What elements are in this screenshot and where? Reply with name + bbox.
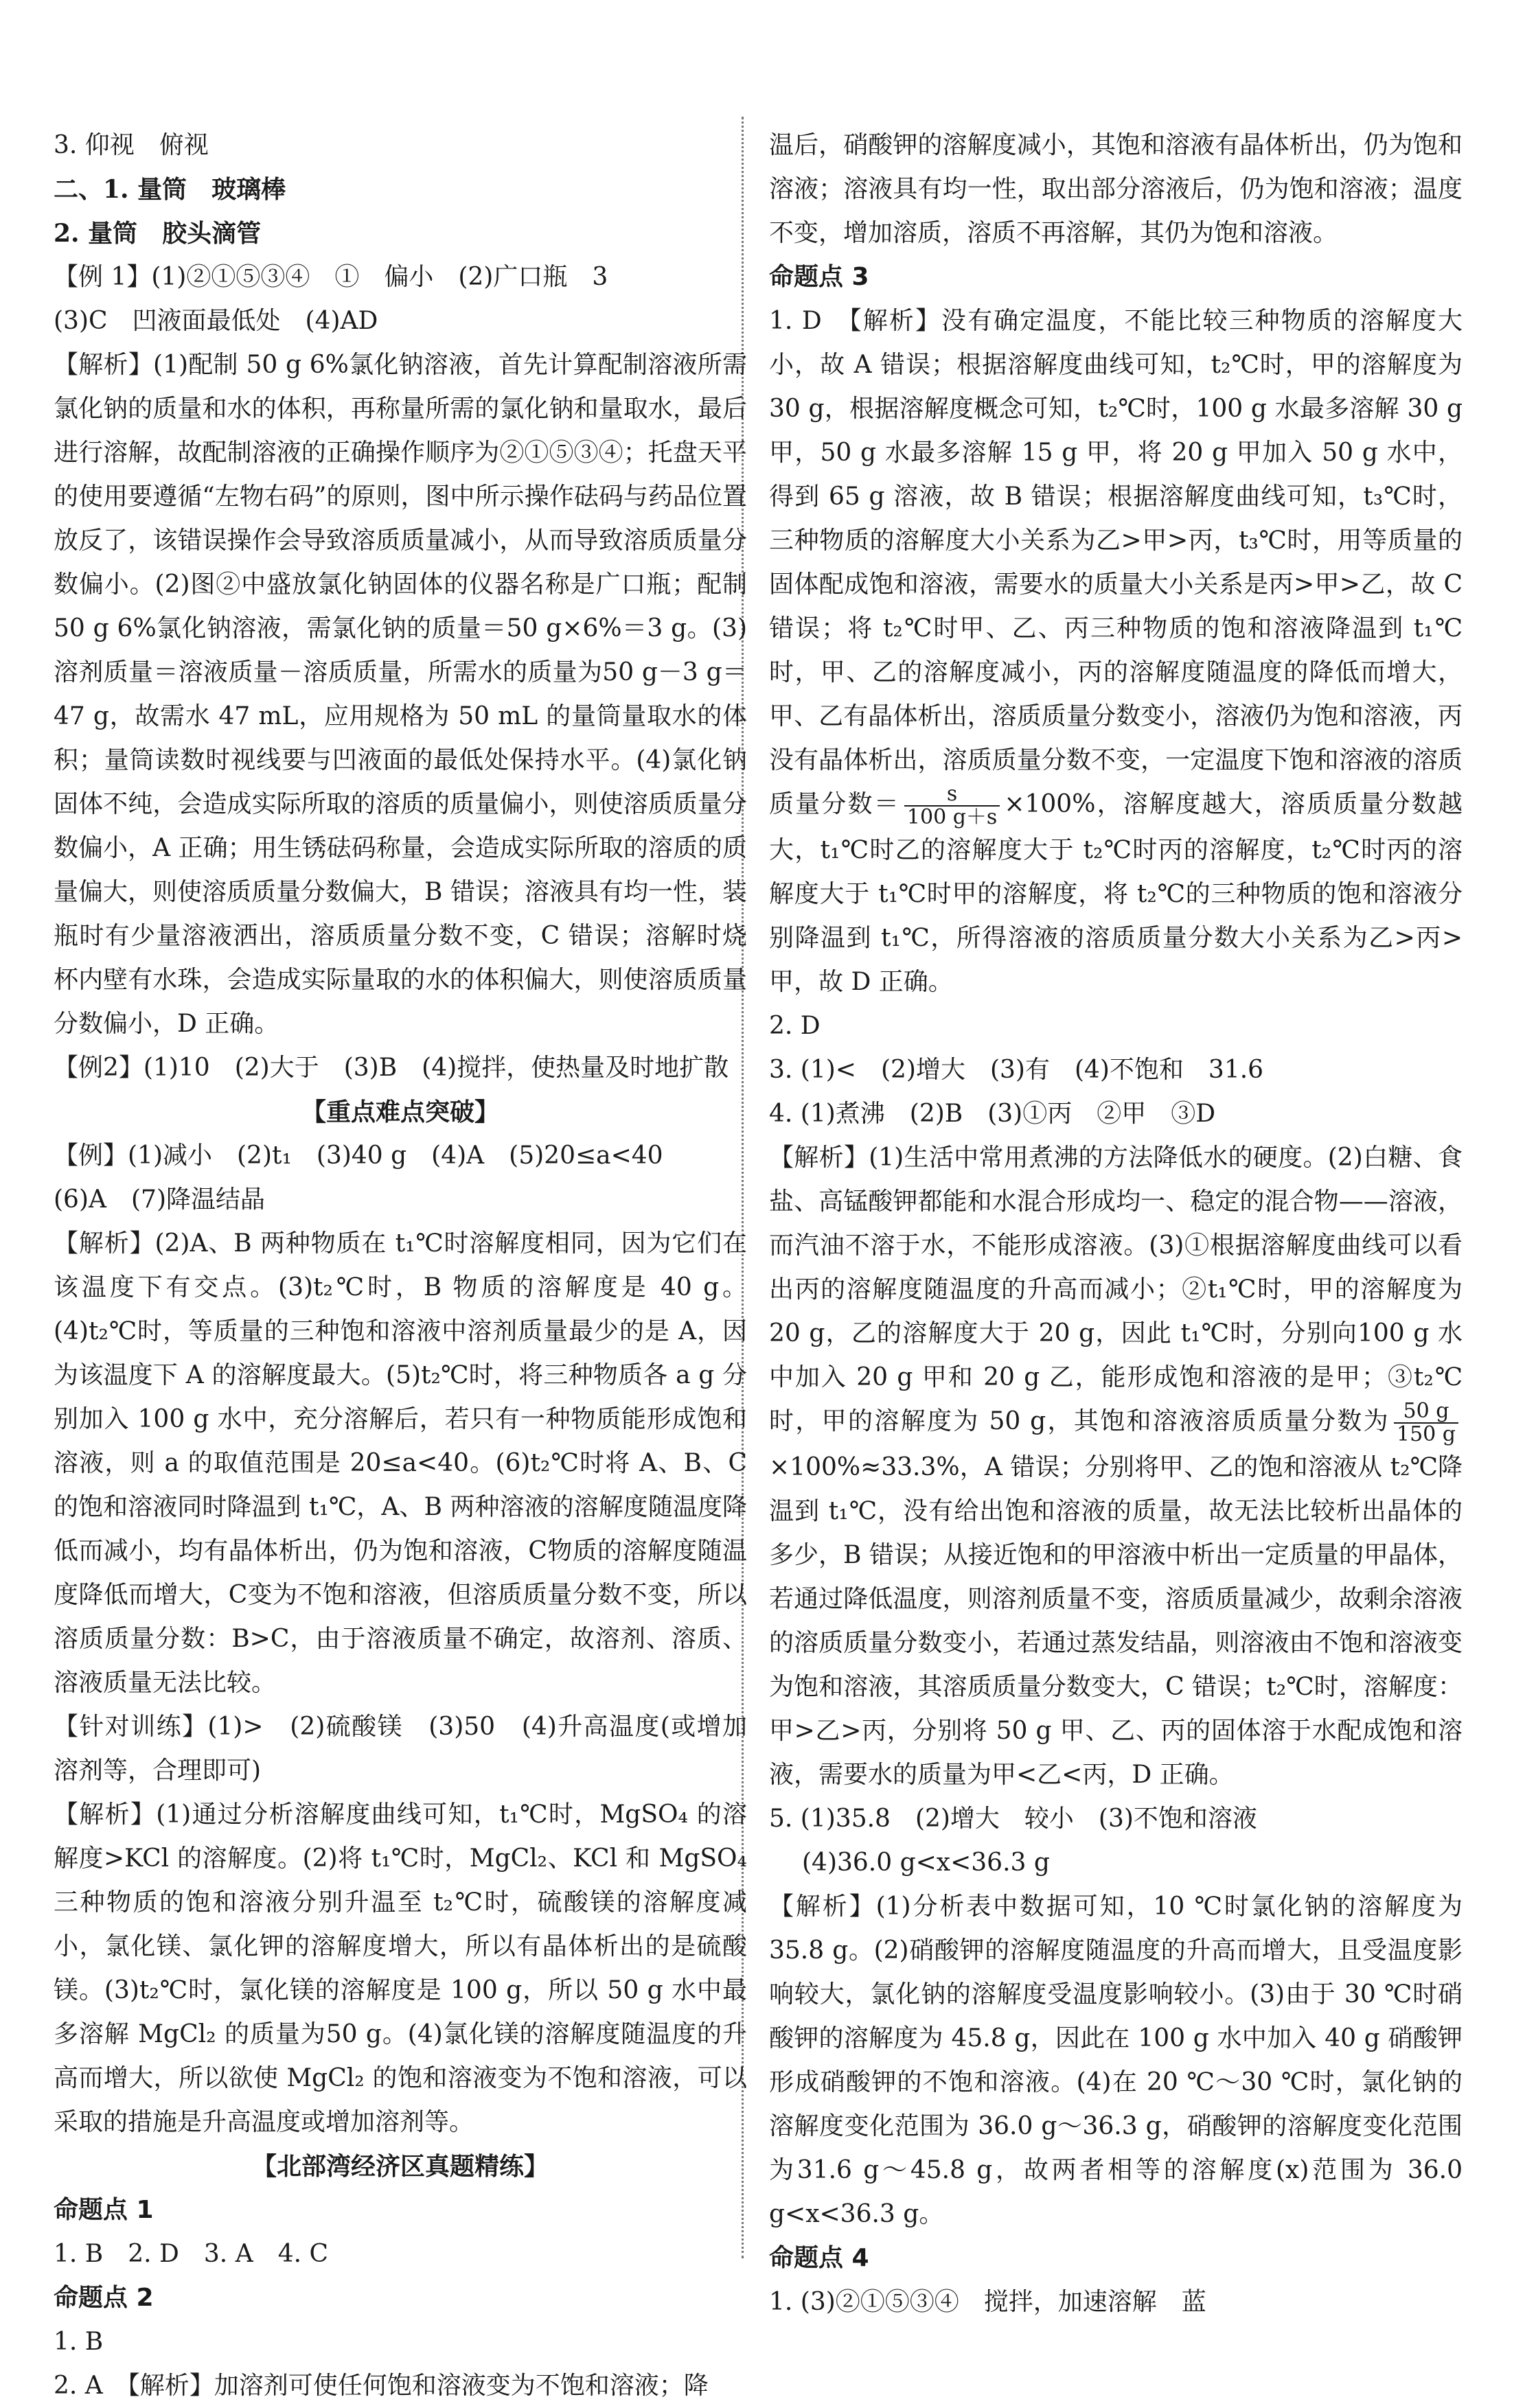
topic-heading: 命题点 3	[769, 263, 869, 291]
analysis-paragraph	[769, 1136, 1463, 1797]
example-answer: (6)A (7)降温结晶	[54, 1185, 265, 1214]
answer-line: 2. D	[769, 1012, 821, 1040]
example-answer: 【例2】(1)10 (2)大于 (3)B (4)搅拌，使热量及时地扩散	[54, 1054, 729, 1082]
example-answer: 【例】(1)减小 (2)t₁ (3)40 g (4)A (5)20≤a<40	[54, 1142, 663, 1170]
topic-heading: 命题点 1	[54, 2196, 154, 2224]
analysis-paragraph: 温后，硝酸钾的溶解度减小，其饱和溶液有晶体析出，仍为饱和溶液；溶液具有均一性，取出部分溶液后，仍为饱和溶液；温度不变，增加溶质，溶质不再溶解，其仍为饱和溶液。	[769, 131, 1463, 247]
answer-line: (4)36.0 g<x<36.3 g	[802, 1849, 1050, 1877]
analysis-paragraph: 【解析】(2)A、B 两种物质在 t₁℃时溶解度相同，因为它们在该温度下有交点。(3)t₂℃时，B 物质的溶解度是 40 g。(4)t₂℃时，等质量的三种饱和溶液中溶剂质量最少的是 A，因为该温度下 A 的溶解度最大。(5)t₂℃时，将三种物质各 a g 分别加入 100 g 水中，充分溶解后，若只有一种物质能形成饱和溶液，则 a 的取值范围是 20≤a<40。(6)t₂℃时将 A、B、C 的饱和溶液同时降温到 t₁℃，A、B 两种溶液的溶解度随温度降低而减小，均有晶体析出，仍为饱和溶液，C物质的溶解度随温度降低而增大，C变为不饱和溶液，但溶质质量分数不变，所以溶质质量分数：B>C，由于溶液质量不确定，故溶剂、溶质、溶液质量无法比较。	[54, 1229, 747, 1697]
analysis-paragraph: 【解析】(1)通过分析溶解度曲线可知，t₁℃时，MgSO₄ 的溶解度>KCl 的溶解度。(2)将 t₁℃时，MgCl₂、KCl 和 MgSO₄ 三种物质的饱和溶液分别升温至 t₂℃时，硫酸镁的溶解度减小，氯化镁、氯化钾的溶解度增大，所以有晶体析出的是硫酸镁。(3)t₂℃时，氯化镁的溶解度是 100 g，所以 50 g 水中最多溶解 MgCl₂ 的质量为50 g。(4)氯化镁的溶解度随温度的升高而增大，所以欲使 MgCl₂ 的饱和溶液变为不饱和溶液，可以采取的措施是升高温度或增加溶剂等。	[54, 1801, 747, 2136]
analysis-paragraph: 【解析】(1)配制 50 g 6%氯化钠溶液，首先计算配制溶液所需氯化钠的质量和水的体积，再称量所需的氯化钠和量取水，最后进行溶解，故配制溶液的正确操作顺序为②①⑤③④；托盘天平的使用要遵循“左物右码”的原则，图中所示操作砝码与药品位置放反了，该错误操作会导致溶质质量减小，从而导致溶质质量分数偏小。(2)图②中盛放氯化钠固体的仪器名称是广口瓶；配制 50 g 6%氯化钠溶液，需氯化钠的质量＝50 g×6%＝3 g。(3)溶剂质量＝溶液质量－溶质质量，所需水的质量为50 g－3 g＝47 g，故需水 47 mL，应用规格为 50 mL 的量筒量取水的体积；量筒读数时视线要与凹液面的最低处保持水平。(4)氯化钠固体不纯，会造成实际所取的溶质的质量偏小，则使溶质质量分数偏小，A 正确；用生锈砝码称量，会造成实际所取的溶质的质量偏大，则使溶质质量分数偏大，B 错误；溶液具有均一性，装瓶时有少量溶液洒出，溶质质量分数不变，C 错误；溶解时烧杯内壁有水珠，会造成实际量取的水的体积偏大，则使溶质质量分数偏小，D 正确。	[54, 351, 747, 1038]
example-answer: 【例 1】(1)②①⑤③④ ① 偏小 (2)广口瓶 3	[54, 263, 608, 291]
analysis-paragraph: 【解析】(1)分析表中数据可知，10 ℃时氯化钠的溶解度为 35.8 g。(2)硝酸钾的溶解度随温度的升高而增大，且受温度影响较大，氯化钠的溶解度受温度影响较小。(3)由于 30 ℃时硝酸钾的溶解度为 45.8 g，因此在 100 g 水中加入 40 g 硝酸钾形成硝酸钾的不饱和溶液。(4)在 20 ℃～30 ℃时，氯化钠的溶解度变化范围为 36.0 g～36.3 g，硝酸钾的溶解度变化范围为31.6 g～45.8 g，故两者相等的溶解度(x)范围为 36.0 g<x<36.3 g。	[769, 1892, 1463, 2228]
fraction	[1394, 1400, 1458, 1446]
answer-line: 2. A 【解析】加溶剂可使任何饱和溶液变为不饱和溶液；降	[54, 2372, 709, 2400]
fraction-numerator: s	[904, 783, 1000, 807]
left-column	[54, 124, 747, 2408]
fraction-denominator: 150 g	[1396, 1422, 1456, 1446]
answer-line: 二、1. 量筒 玻璃棒	[54, 175, 286, 204]
analysis-text: ×100%≈33.3%，A 错误；分别将甲、乙的饱和溶液从 t₂℃降温到 t₁℃，没有给出饱和溶液的质量，故无法比较析出晶体的多少，B 错误；从接近饱和的甲溶液中析出一定质量的甲晶体，若通过降低温度，则溶剂质量不变，溶质质量减少，故剩余溶液的溶质质量分数变小，若通过蒸发结晶，则溶液由不饱和溶液变为饱和溶液，其溶质质量分数变大，C 错误；t₂℃时，溶解度：甲>乙>丙，分别将 50 g 甲、乙、丙的固体溶于水配成饱和溶液，需要水的质量为甲<乙<丙，D 正确。	[769, 1453, 1463, 1789]
answer-line: 3. (1)< (2)增大 (3)有 (4)不饱和 31.6	[769, 1056, 1264, 1084]
analysis-text: 1. D 【解析】没有确定温度，不能比较三种物质的溶解度大小，故 A 错误；根据溶解度曲线可知，t₂℃时，甲的溶解度为 30 g，根据溶解度概念可知，t₂℃时，100 g 水最多溶解 30 g 甲，50 g 水最多溶解 15 g 甲，将 20 g 甲加入 50 g 水中，得到 65 g 溶液，故 B 错误；根据溶解度曲线可知，t₃℃时，三种物质的溶解度大小关系为乙>甲>丙，t₃℃时，用等质量的固体配成饱和溶液，需要水的质量大小关系是丙>甲>乙，故 C 错误；将 t₂℃时甲、乙、丙三种物质的饱和溶液降温到 t₁℃时，甲、乙的溶解度减小，丙的溶解度随温度的降低而增大，甲、乙有晶体析出，溶质质量分数变小，溶液仍为饱和溶液，丙没有晶体析出，溶质质量分数不变，一定温度下饱和溶液的溶质质量分数＝	[769, 307, 1463, 818]
topic-heading: 命题点 2	[54, 2284, 154, 2312]
section-heading: 【重点难点突破】	[301, 1098, 499, 1126]
answer-line: 4. (1)煮沸 (2)B (3)①丙 ②甲 ③D	[769, 1100, 1216, 1128]
fraction-denominator: 100 g＋s	[906, 805, 998, 829]
answer-line: 1. (3)②①⑤③④ 搅拌，加速溶解 蓝	[769, 2288, 1206, 2316]
answer-line: 5. (1)35.8 (2)增大 较小 (3)不饱和溶液	[769, 1805, 1257, 1833]
answer-line: 1. B	[54, 2328, 104, 2356]
section-heading: 【北部湾经济区真题精练】	[251, 2152, 549, 2181]
example-answer: (3)C 凹液面最低处 (4)AD	[54, 307, 378, 335]
topic-heading: 命题点 4	[769, 2244, 869, 2272]
training-answer: 【针对训练】(1)> (2)硫酸镁 (3)50 (4)升高温度(或增加溶剂等，合理即可)	[54, 1713, 747, 1785]
analysis-text: ×100%，溶解度越大，溶质质量分数越大，t₁℃时乙的溶解度大于 t₂℃时丙的溶解度，t₂℃时丙的溶解度大于 t₁℃时甲的溶解度，将 t₂℃的三种物质的饱和溶液分别降温到 t₁℃，所得溶液的溶质质量分数大小关系为乙>丙>甲，故 D 正确。	[769, 790, 1463, 996]
fraction	[904, 783, 1000, 829]
analysis-text: 【解析】(1)生活中常用煮沸的方法降低水的硬度。(2)白糖、食盐、高锰酸钾都能和水混合形成均一、稳定的混合物——溶液，而汽油不溶于水，不能形成溶液。(3)①根据溶解度曲线可以看出丙的溶解度随温度的升高而减小；②t₁℃时，甲的溶解度为 20 g，乙的溶解度大于 20 g，因此 t₁℃时，分别向100 g 水中加入 20 g 甲和 20 g 乙，能形成饱和溶液的是甲；③t₂℃时，甲的溶解度为 50 g，其饱和溶液溶质质量分数为	[769, 1144, 1463, 1435]
answer-line: 2. 量筒 胶头滴管	[54, 219, 262, 248]
analysis-paragraph	[769, 299, 1463, 1004]
answer-line: 1. B 2. D 3. A 4. C	[54, 2240, 329, 2268]
fraction-numerator: 50 g	[1394, 1400, 1458, 1424]
answer-line: 3. 仰视 俯视	[54, 131, 209, 159]
right-column	[769, 124, 1463, 2324]
